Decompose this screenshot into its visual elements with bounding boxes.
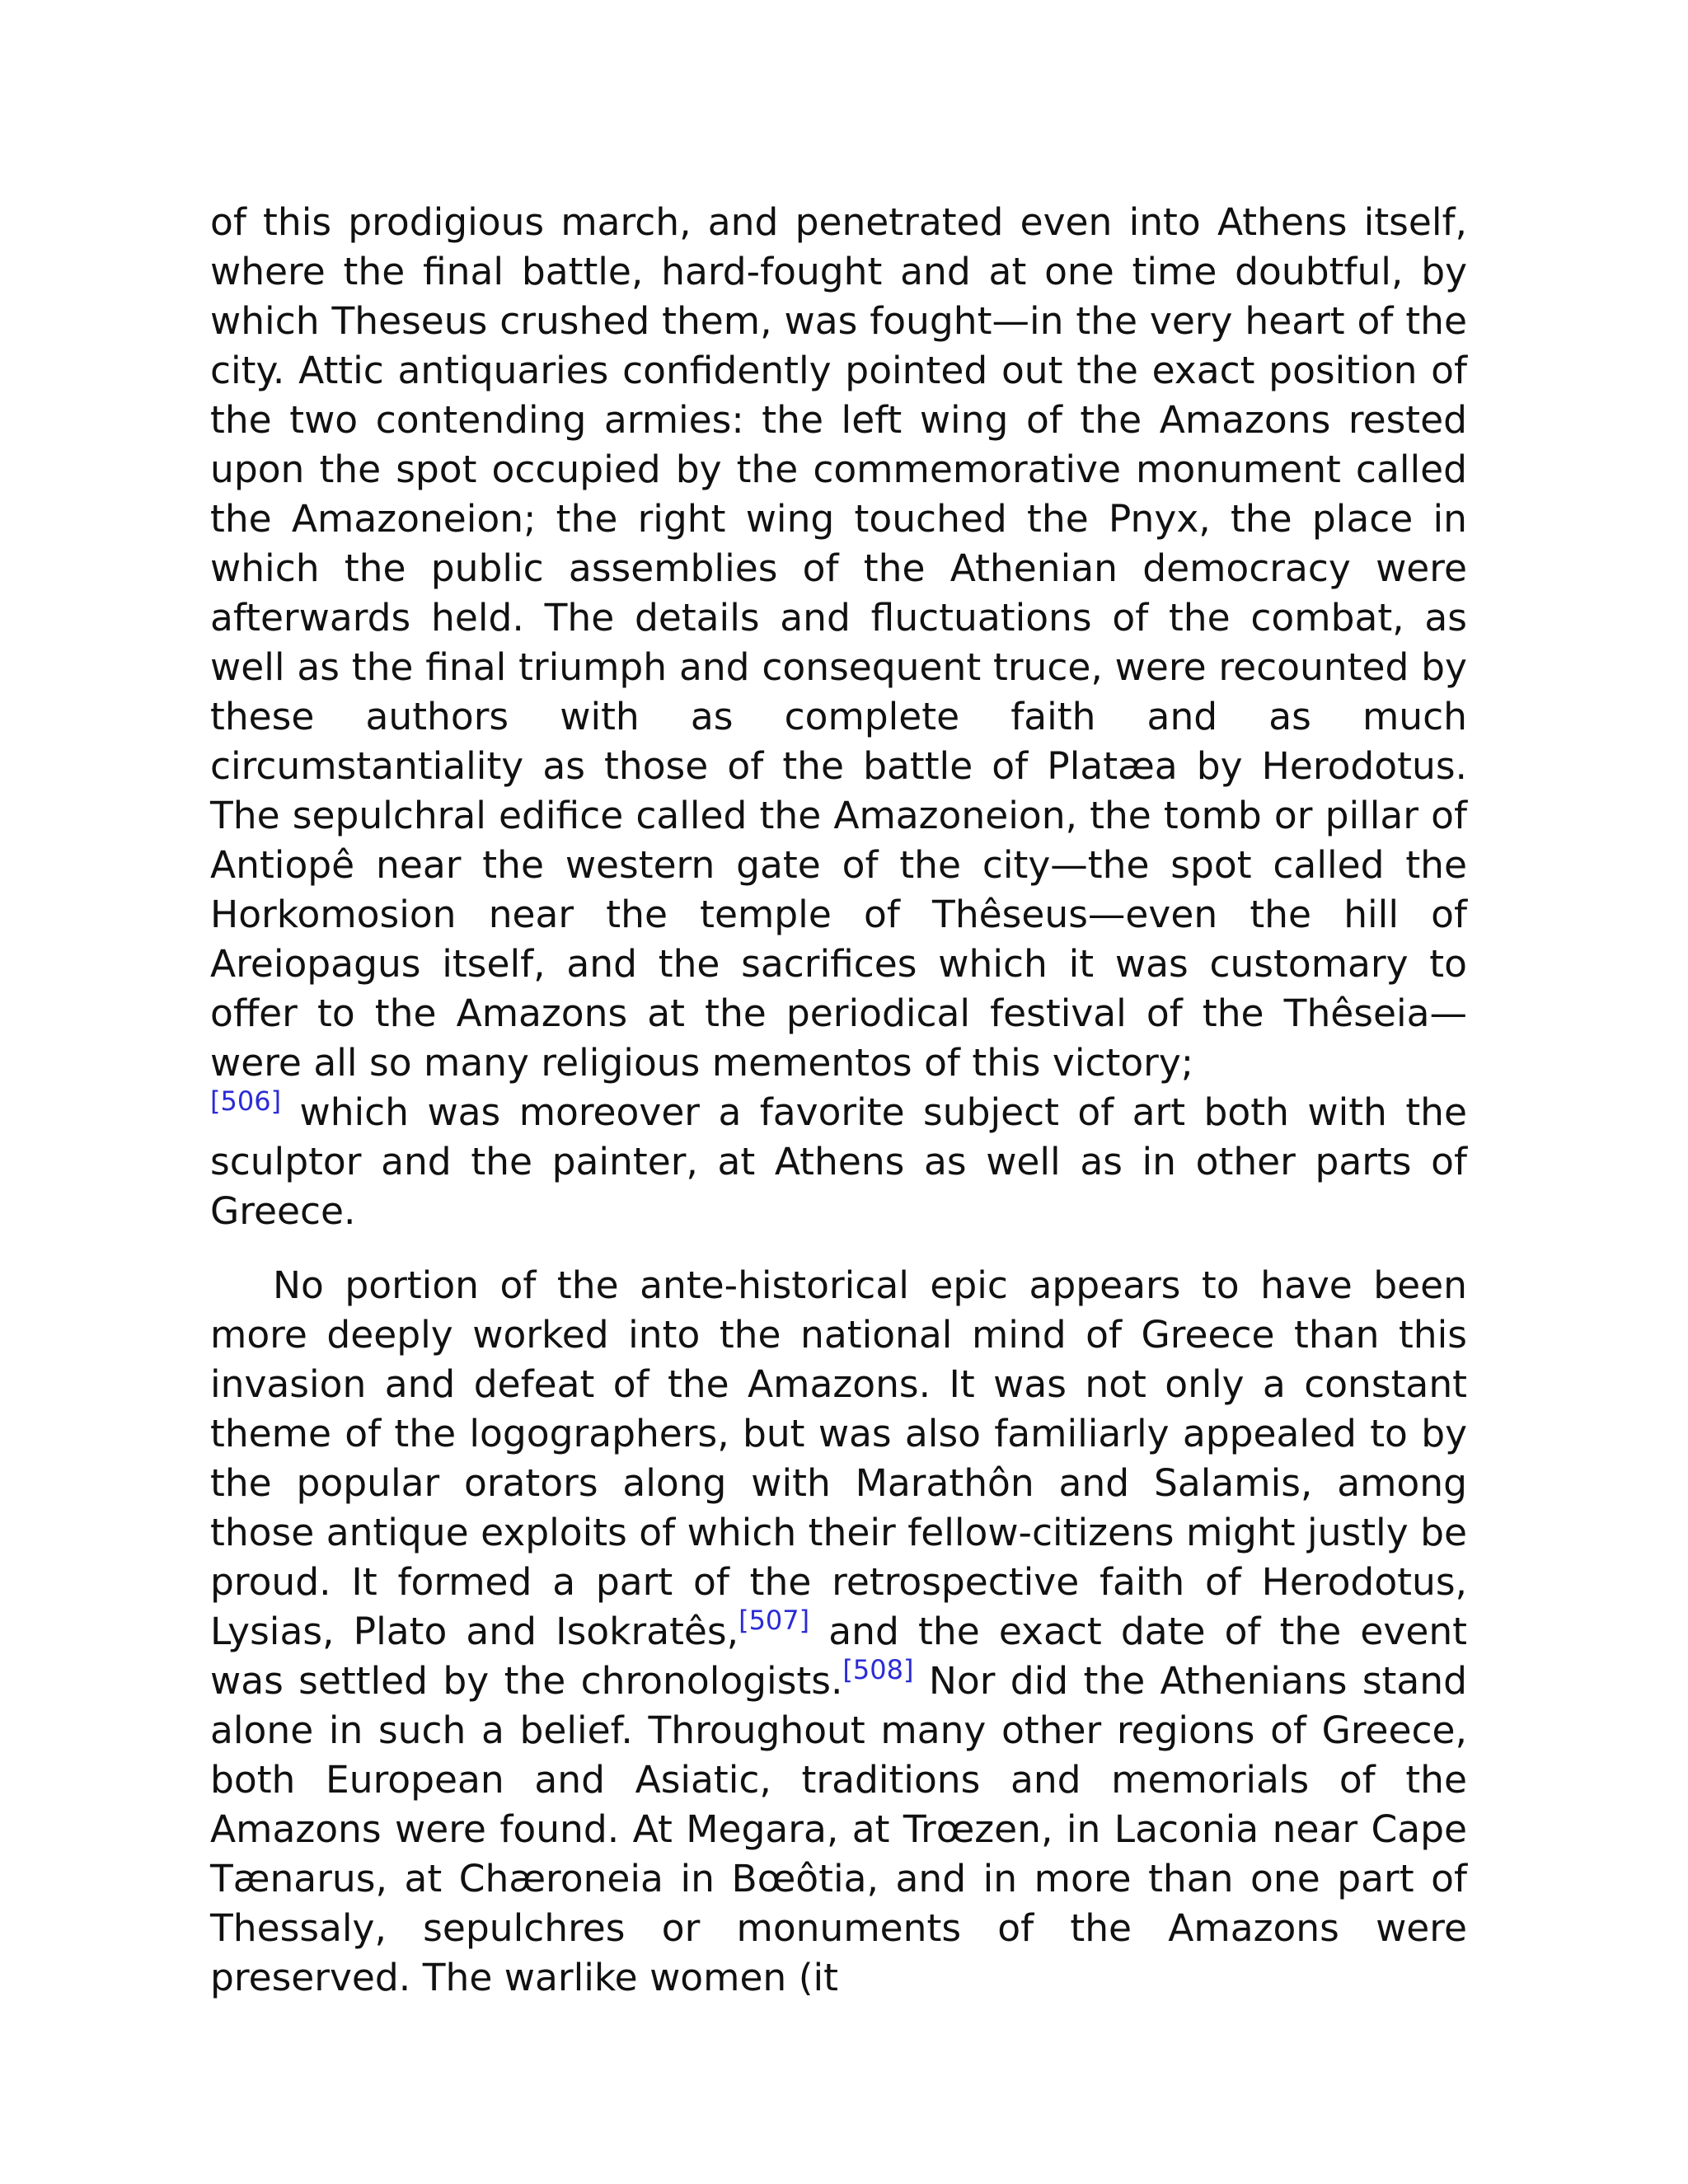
page-body [210, 198, 1467, 2003]
paragraph-1 [210, 198, 1467, 1236]
footnote-link-507[interactable]: [507] [738, 1605, 810, 1636]
paragraph-1-text-a: of this prodigious march, and penetrated even into Athens itself, where the final battle, hard-fought and at one time doubtful, by which Theseus crushed them, was fought—in the very heart of the city. Attic antiquaries confidently pointed out the exact position of the two contending armies: the left wing of the Amazons rested upon the spot occupied by the commemorative monument called the Amazoneion; the right wing touched the Pnyx, the place in which the public assemblies of the Athenian democracy were afterwards held. The details and fluctuations of the combat, as well as the final triumph and consequent truce, were recounted by these authors with as complete faith and as much circumstantiality as those of the battle of Platæa by Herodotus. The sepulchral edifice called the Amazoneion, the tomb or pillar of Antiopê near the western gate of the city—the spot called the Horkomosion near the temple of Thêseus—even the hill of Areiopagus itself, and the sacrifices which it was customary to offer to the Amazons at the periodical festival of the Thêseia—were all so many religious mementos of this victory; [210, 200, 1467, 1085]
footnote-link-506[interactable]: [506] [210, 1085, 282, 1117]
paragraph-2-text-c: Nor did the Athenians stand alone in such a belief. Throughout many other regions of Greece, both European and Asiatic, traditions and memorials of the Amazons were found. At Megara, at Trœzen, in Laconia near Cape Tænarus, at Chæroneia in Bœôtia, and in more than one part of Thessaly, sepulchres or monuments of the Amazons were preserved. The warlike women (it [210, 1659, 1467, 1999]
paragraph-1-text-b: which was moreover a favorite subject of art both with the sculptor and the painter, at Athens as well as in other parts of Greece. [210, 1090, 1467, 1233]
paragraph-2 [210, 1261, 1467, 2003]
footnote-link-508[interactable]: [508] [842, 1654, 914, 1685]
paragraph-2-text-a: No portion of the ante-historical epic appears to have been more deeply worked into the national mind of Greece than this invasion and defeat of the Amazons. It was not only a constant theme of the logographers, but was also familiarly appealed to by the popular orators along with Marathôn and Salamis, among those antique exploits of which their fellow-citizens might justly be proud. It formed a part of the retrospective faith of Herodotus, Lysias, Plato and Isokratês, [210, 1263, 1467, 1653]
paragraph-2-text-b: and the exact date of the event was settled by the chronologists. [210, 1610, 1467, 1703]
